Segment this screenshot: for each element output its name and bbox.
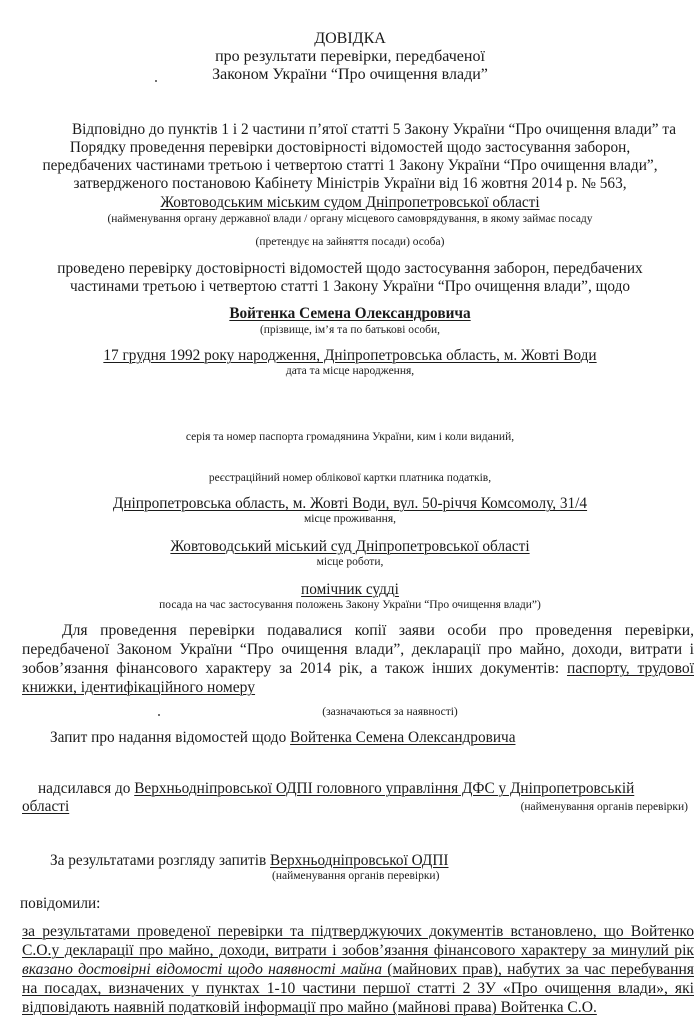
request-sent-to: Верхньодніпровської ОДПІ головного управління ДФС у Дніпропетровській	[134, 780, 635, 797]
documents-list-part2: книжки, ідентифікаційного номеру	[22, 679, 256, 696]
request-sent-to-cont: області	[22, 798, 70, 815]
results-line5: відповідають наявній податковій інформації про майно (майнові права) Войтенка С.О.	[22, 999, 597, 1016]
documents-caption: (зазначаються за наявності)	[322, 706, 458, 718]
position: помічник судді	[301, 581, 399, 598]
birth-info: 17 грудня 1992 року народження, Дніпропетровська область, м. Жовті Води	[103, 347, 597, 364]
address-caption: місце проживання,	[303, 513, 397, 525]
request-sent-label: надсилався до	[38, 780, 131, 797]
documents-line3	[22, 659, 694, 678]
workplace-caption: місце роботи,	[316, 556, 384, 568]
birth-caption: дата та місце народження,	[285, 365, 415, 377]
documents-line2: передбаченої Законом України “Про очищення влади”, декларації про майно, доходи, витрати і	[22, 641, 694, 658]
document-subtitle-line1: про результати перевірки, передбаченої	[215, 48, 485, 65]
documents-line3-text: зобов’язання фінансового характеру за 2014 рік, а також інших документів:	[22, 660, 560, 677]
organ-name: Жовтоводським міським судом Дніпропетровської області	[160, 194, 540, 211]
documents-list-part1: паспорту, трудової	[566, 660, 694, 677]
workplace: Жовтоводський міський суд Дніпропетровської області	[170, 538, 530, 555]
scan-speck	[155, 80, 157, 82]
check-line1: проведено перевірку достовірності відомостей щодо застосування заборон, передбачених	[57, 260, 643, 277]
request-person: Войтенка Семена Олександровича	[290, 729, 516, 746]
results-line4: на посадах, визначених у пунктах 1-10 частини першої статті 2 ЗУ «Про очищення влади», які	[22, 980, 694, 997]
documents-line1: Для проведення перевірки подавалися копії заяви особи про проведення перевірки,	[62, 622, 694, 639]
results-line3-rest: (майнових прав), набутих за час перебування	[387, 961, 694, 978]
person-name: Войтенка Семена Олександровича	[229, 305, 471, 322]
person-name-caption: (прізвище, ім’я та по батькові особи,	[259, 324, 441, 336]
organ-caption-2: (претендує на зайняття посади) особа)	[255, 236, 445, 248]
results-line1: за результатами проведеної перевірки та підтверджуючих документів встановлено, що Войтенко	[22, 923, 694, 940]
results-line3-italic: вказано достовірні відомості щодо наявності майна	[22, 961, 383, 978]
intro-line4: затвердженого постановою Кабінету Міністрів України від 16 жовтня 2014 р. № 563,	[73, 175, 627, 192]
document-title: ДОВІДКА	[314, 30, 386, 47]
position-caption: посада на час застосування положень Закону України “Про очищення влади”)	[159, 599, 541, 611]
results-line2: С.О.у декларації про майно, доходи, витрати і зобов’язання фінансового характеру за минулий рік	[22, 942, 694, 959]
results-line3	[22, 960, 694, 979]
intro-line3: передбачених частинами третьою і четвертою статті 1 Закону України “Про очищення влади”,	[42, 157, 658, 174]
passport-caption: серія та номер паспорта громадянина України, ким і коли виданий,	[185, 431, 515, 443]
document-subtitle-line2: Законом України “Про очищення влади”	[212, 66, 488, 83]
check-line2: частинами третьою і четвертою статті 1 Закону України “Про очищення влади”, щодо	[69, 278, 631, 295]
results-label: За результатами розгляду запитів	[50, 852, 267, 869]
address: Дніпропетровська область, м. Жовті Води, вул. 50-річчя Комсомолу, 31/4	[112, 495, 588, 512]
results-organ: Верхньодніпровської ОДПІ	[270, 852, 449, 869]
request-sent-caption: (найменування органів перевірки)	[520, 801, 688, 813]
results-reported: повідомили:	[20, 895, 101, 912]
request-label: Запит про надання відомостей щодо	[50, 729, 287, 746]
intro-line2: Порядку проведення перевірки достовірності відомостей щодо застосування заборон,	[69, 139, 631, 156]
results-caption: (найменування органів перевірки)	[272, 870, 440, 882]
organ-caption-1: (найменування органу державної влади / органу місцевого самоврядування, в якому займає посаду	[107, 213, 593, 225]
intro-line1: Відповідно до пунктів 1 і 2 частини п’ятої статті 5 Закону України “Про очищення влади” та	[71, 121, 677, 138]
tax-number-caption: реєстраційний номер облікової картки платника податків,	[208, 472, 492, 484]
